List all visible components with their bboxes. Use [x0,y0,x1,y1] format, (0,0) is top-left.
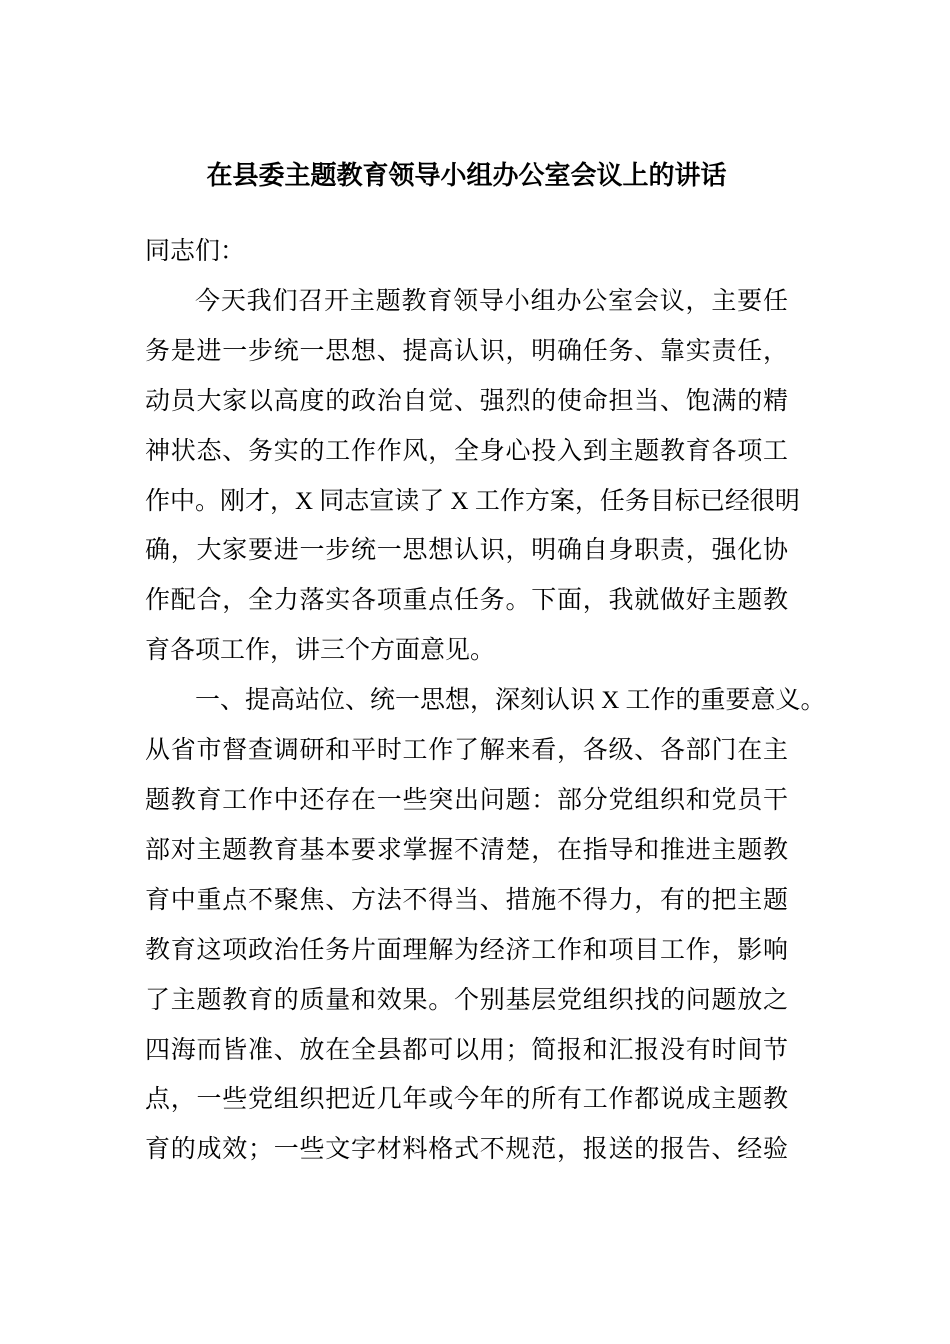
text-line: 育各项工作，讲三个方面意见。 [145,637,496,665]
document-body [145,227,826,1175]
text-line: 题教育工作中还存在一些突出问题：部分党组织和党员干 [145,786,788,814]
text-line: 部对主题教育基本要求掌握不清楚，在指导和推进主题教 [145,836,788,864]
text-line: 今天我们召开主题教育领导小组办公室会议，主要任 [195,287,788,315]
text-line: 点，一些党组织把近几年或今年的所有工作都说成主题教 [145,1086,788,1114]
document-content [145,155,826,1175]
document-title: 在县委主题教育领导小组办公室会议上的讲话 [206,161,727,190]
text-line: 一、提高站位、统一思想，深刻认识 X 工作的重要意义。 [195,687,826,715]
text-line: 务是进一步统一思想、提高认识，明确任务、靠实责任， [145,337,788,365]
text-line: 教育这项政治任务片面理解为经济工作和项目工作，影响 [145,936,788,964]
text-line: 育中重点不聚焦、方法不得当、措施不得力，有的把主题 [145,886,788,914]
text-line: 从省市督查调研和平时工作了解来看，各级、各部门在主 [145,737,788,765]
text-line: 了主题教育的质量和效果。个别基层党组织找的问题放之 [145,986,788,1014]
text-line: 神状态、务实的工作作风，全身心投入到主题教育各项工 [145,437,788,465]
text-line: 动员大家以高度的政治自觉、强烈的使命担当、饱满的精 [145,387,788,415]
text-line: 育的成效；一些文字材料格式不规范，报送的报告、经验 [145,1136,788,1164]
text-line: 作中。刚才，X 同志宣读了 X 工作方案，任务目标已经很明 [145,487,800,515]
text-line: 作配合，全力落实各项重点任务。下面，我就做好主题教 [145,587,788,615]
text-line: 四海而皆准、放在全县都可以用；简报和汇报没有时间节 [145,1036,788,1064]
text-line: 确，大家要进一步统一思想认识，明确自身职责，强化协 [145,537,788,565]
text-line: 同志们： [145,238,246,265]
